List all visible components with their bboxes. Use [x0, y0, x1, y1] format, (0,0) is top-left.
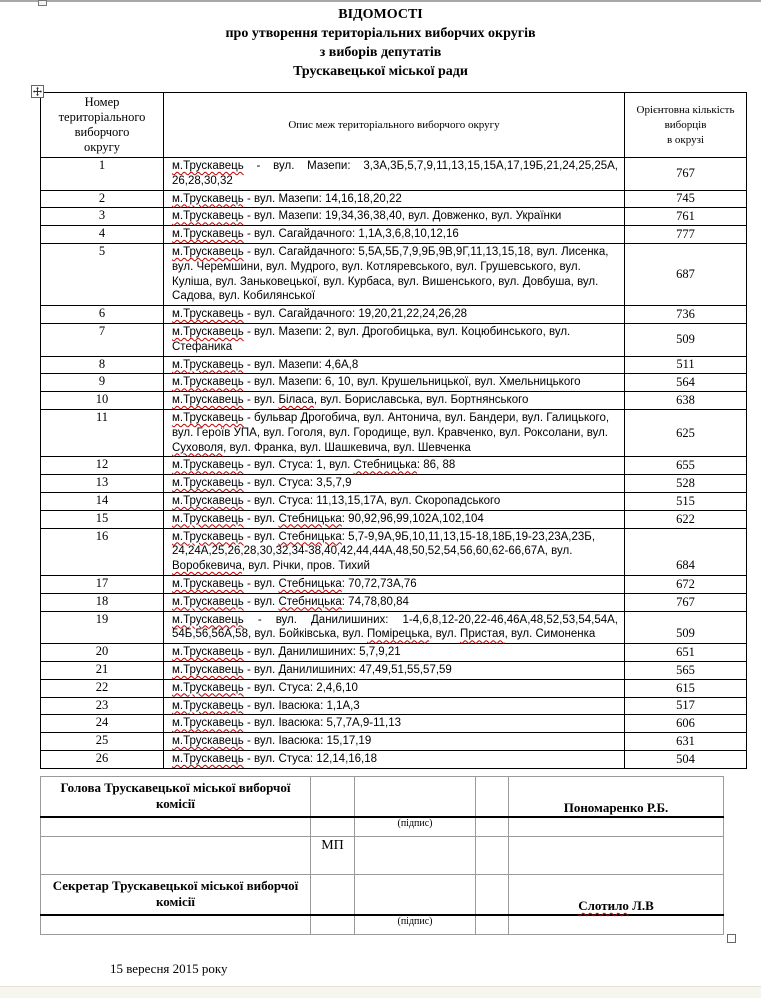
table-row: [41, 208, 747, 226]
district-boundaries-cell: м.Трускавець - вул. Біласа, вул. Бориславська, вул. Бортнянського: [164, 392, 625, 410]
title-line-3: з виборів депутатів: [319, 45, 442, 60]
window-bottom-strip: [0, 986, 761, 998]
spellcheck-underline: м.Трускавець: [172, 358, 244, 371]
voter-count-cell: 672: [625, 575, 747, 593]
chairman-title: Голова Трускавецької міської виборчої комісії: [41, 776, 311, 817]
table-row: [41, 356, 747, 374]
district-number-cell: 22: [41, 679, 164, 697]
window-top-edge: [0, 0, 761, 2]
voter-count-cell: 761: [625, 208, 747, 226]
voter-count-cell: 622: [625, 510, 747, 528]
table-resize-handle-icon[interactable]: [727, 934, 736, 943]
spellcheck-underline: м.Трускавець: [172, 308, 244, 321]
district-number-cell: 16: [41, 528, 164, 575]
voter-count-cell: 515: [625, 492, 747, 510]
district-number-cell: 24: [41, 715, 164, 733]
spellcheck-underline: м.Трускавець: [172, 681, 244, 694]
district-number-cell: 8: [41, 356, 164, 374]
spellcheck-underline: м.Трускавець: [172, 699, 244, 712]
voter-count-cell: 564: [625, 374, 747, 392]
spellcheck-underline: м.Трускавець: [172, 735, 244, 748]
district-number-cell: 3: [41, 208, 164, 226]
district-boundaries-cell: м.Трускавець - вул. Стебницька: 5,7-9,9А,9Б,10,11,13,15-18,18Б,19-23,23А,23Б, 24,24А,25,26,28,30,32,34-38,40,42,44,44А,48,50,52,54,56,60,62-66,67А, вул. Воробкевича, вул. Річки, пров. Тихий: [164, 528, 625, 575]
district-boundaries-cell: м.Трускавець - вул. Стуса: 2,4,6,10: [164, 679, 625, 697]
spellcheck-underline: Слотило: [578, 898, 629, 914]
chairman-signature-line: [355, 776, 476, 817]
table-row: [41, 679, 747, 697]
spellcheck-underline: м.Трускавець: [172, 192, 244, 205]
secretary-caption-row: [41, 915, 724, 934]
spellcheck-underline: м.Трускавець: [172, 595, 244, 608]
table-row: [41, 323, 747, 356]
district-number-cell: 25: [41, 733, 164, 751]
districts-table: [40, 92, 747, 769]
signature-table: [40, 776, 724, 935]
district-boundaries-cell: м.Трускавець - вул. Івасюка: 15,17,19: [164, 733, 625, 751]
secretary-row: [41, 874, 724, 915]
table-row: [41, 750, 747, 768]
table-row: [41, 475, 747, 493]
spellcheck-underline: м.Трускавець: [172, 577, 244, 590]
district-number-cell: 20: [41, 644, 164, 662]
spellcheck-underline: м.Трускавець: [172, 376, 244, 389]
voter-count-cell: 528: [625, 475, 747, 493]
voter-count-cell: 777: [625, 226, 747, 244]
spellcheck-underline: м.Трускавець: [172, 459, 244, 472]
spellcheck-underline: м.Трускавець: [172, 494, 244, 507]
table-row: [41, 409, 747, 456]
spellcheck-underline: м.Трускавець: [172, 245, 244, 258]
district-number-cell: 11: [41, 409, 164, 456]
voter-count-cell: 565: [625, 661, 747, 679]
spellcheck-underline: м.Трускавець: [172, 477, 244, 490]
table-row: [41, 715, 747, 733]
district-boundaries-cell: м.Трускавець - вул. Стебницька: 74,78,80,84: [164, 593, 625, 611]
district-boundaries-cell: м.Трускавець - вул. Стебницька: 90,92,96,99,102А,102,104: [164, 510, 625, 528]
table-row: [41, 593, 747, 611]
spellcheck-underline: м.Трускавець: [172, 228, 244, 241]
table-row: [41, 392, 747, 410]
district-boundaries-cell: м.Трускавець - вул. Сагайдачного: 19,20,21,22,24,26,28: [164, 306, 625, 324]
district-number-cell: 17: [41, 575, 164, 593]
voter-count-cell: 684: [625, 528, 747, 575]
table-row: [41, 611, 747, 644]
table-row: [41, 190, 747, 208]
district-boundaries-cell: м.Трускавець - вул. Івасюка: 1,1А,3: [164, 697, 625, 715]
spellcheck-underline: Стебницька: [278, 512, 342, 525]
district-boundaries-cell: м.Трускавець - вул. Мазепи: 19,34,36,38,40, вул. Довженко, вул. Українки: [164, 208, 625, 226]
voter-count-cell: 625: [625, 409, 747, 456]
district-boundaries-cell: м.Трускавець - вул. Стуса: 3,5,7,9: [164, 475, 625, 493]
district-number-cell: 21: [41, 661, 164, 679]
district-boundaries-cell: м.Трускавець - вул. Стуса: 12,14,16,18: [164, 750, 625, 768]
voter-count-cell: 631: [625, 733, 747, 751]
spellcheck-underline: м.Трускавець: [172, 394, 244, 407]
district-number-cell: 23: [41, 697, 164, 715]
district-boundaries-cell: м.Трускавець - бульвар Дрогобича, вул. Антонича, вул. Бандери, вул. Галицького, вул. Героїв УПА, вул. Гоголя, вул. Городище, вул. Кравченко, вул. Роксолани, вул. Суховоля, вул. Франка, вул. Шашкевича, вул. Шевченка: [164, 409, 625, 456]
voter-count-cell: 504: [625, 750, 747, 768]
table-row: [41, 492, 747, 510]
district-number-cell: 1: [41, 158, 164, 191]
district-boundaries-cell: м.Трускавець - вул. Мазепи: 4,6А,8: [164, 356, 625, 374]
table-row: [41, 306, 747, 324]
district-number-cell: 5: [41, 243, 164, 305]
district-number-cell: 2: [41, 190, 164, 208]
voter-count-cell: 615: [625, 679, 747, 697]
document-date: 15 вересня 2015 року: [110, 960, 228, 976]
district-boundaries-cell: м.Трускавець - вул. Мазепи: 6, 10, вул. Крушельницької, вул. Хмельницького: [164, 374, 625, 392]
table-row: [41, 733, 747, 751]
table-row: [41, 158, 747, 191]
spellcheck-underline: м.Трускавець: [172, 210, 244, 223]
district-boundaries-cell: м.Трускавець - вул. Стуса: 11,13,15,17А, вул. Скоропадського: [164, 492, 625, 510]
voter-count-cell: 517: [625, 697, 747, 715]
district-number-cell: 19: [41, 611, 164, 644]
table-row: [41, 575, 747, 593]
voter-count-cell: 509: [625, 611, 747, 644]
district-boundaries-cell: м.Трускавець - вул. Мазепи: 2, вул. Дрогобицька, вул. Коцюбинського, вул. Стефаника: [164, 323, 625, 356]
table-row: [41, 243, 747, 305]
district-boundaries-cell: м.Трускавець - вул. Стуса: 1, вул. Стебницька: 86, 88: [164, 457, 625, 475]
table-row: [41, 457, 747, 475]
voter-count-cell: 655: [625, 457, 747, 475]
district-number-cell: 18: [41, 593, 164, 611]
district-number-cell: 13: [41, 475, 164, 493]
spellcheck-underline: м.Трускавець: [172, 717, 244, 730]
chairman-name: Пономаренко Р.Б.: [509, 776, 724, 817]
spellcheck-underline: Стебницька: [278, 577, 342, 590]
voter-count-cell: 511: [625, 356, 747, 374]
header-district-number: Номер територіального виборчого округу: [41, 93, 164, 158]
spellcheck-underline: м.Трускавець: [172, 613, 244, 626]
table-row: [41, 644, 747, 662]
voter-count-cell: 745: [625, 190, 747, 208]
document-title: [0, 0, 761, 81]
table-row: [41, 226, 747, 244]
signature-block: [40, 776, 723, 935]
seal-placeholder: МП: [311, 836, 355, 874]
spellcheck-underline: м.Трускавець: [172, 530, 244, 543]
district-boundaries-cell: м.Трускавець - вул. Сагайдачного: 5,5А,5Б,7,9,9Б,9В,9Г,11,13,15,18, вул. Лисенка, вул. Черемшини, вул. Мудрого, вул. Котляревського, вул. Грушевського, вул. Куліша, вул. Заньковецької, вул. Курбаса, вул. Вишенського, вул. Довбуша, вул. Садова, вул. Кобилянської: [164, 243, 625, 305]
spellcheck-underline: Стебницька: [278, 595, 342, 608]
spellcheck-underline: Воробкевича: [172, 560, 242, 573]
seal-row: [41, 836, 724, 874]
spellcheck-underline: Суховоля: [172, 441, 224, 454]
top-edge-handle: [38, 0, 47, 6]
spellcheck-underline: Стебницька: [353, 459, 417, 472]
spellcheck-underline: м.Трускавець: [172, 646, 244, 659]
district-number-cell: 15: [41, 510, 164, 528]
chairman-row: [41, 776, 724, 817]
table-row: [41, 697, 747, 715]
district-boundaries-cell: м.Трускавець - вул. Стебницька: 70,72,73А,76: [164, 575, 625, 593]
district-boundaries-cell: м.Трускавець - вул. Сагайдачного: 1,1А,3,6,8,10,12,16: [164, 226, 625, 244]
spellcheck-underline: м.Трускавець: [172, 411, 244, 424]
district-number-cell: 7: [41, 323, 164, 356]
voter-count-cell: 651: [625, 644, 747, 662]
spellcheck-underline: Стебницька: [278, 530, 342, 543]
district-number-cell: 10: [41, 392, 164, 410]
secretary-signature-line: [355, 874, 476, 915]
signature-caption: (підпис): [355, 915, 476, 934]
district-number-cell: 9: [41, 374, 164, 392]
district-boundaries-cell: м.Трускавець - вул. Данилишиних: 1-4,6,8,12-20,22-46,46А,48,52,53,54,54А, 54Б,56,56А,58, вул. Бойківська, вул. Помірецька, вул. Пристая, вул. Симоненка: [164, 611, 625, 644]
spellcheck-underline: Біласа: [278, 394, 314, 407]
spellcheck-underline: Пристая: [460, 628, 505, 641]
table-move-handle-icon[interactable]: [31, 85, 44, 98]
district-boundaries-cell: м.Трускавець - вул. Данилишиних: 5,7,9,21: [164, 644, 625, 662]
header-voter-count: Орієнтовна кількість виборців в окрузі: [625, 93, 747, 158]
header-row: [41, 93, 747, 158]
header-boundaries: Опис меж територіального виборчого округу: [164, 93, 625, 158]
secretary-name: Слотило Л.В: [509, 874, 724, 915]
voter-count-cell: 606: [625, 715, 747, 733]
table-row: [41, 528, 747, 575]
district-boundaries-cell: м.Трускавець - вул. Данилишиних: 47,49,51,55,57,59: [164, 661, 625, 679]
voter-count-cell: 736: [625, 306, 747, 324]
secretary-title: Секретар Трускавецької міської виборчої комісії: [41, 874, 311, 915]
district-number-cell: 12: [41, 457, 164, 475]
spellcheck-underline: м.Трускавець: [172, 752, 244, 765]
spellcheck-underline: м.Трускавець: [172, 160, 244, 172]
signature-caption: (підпис): [355, 817, 476, 836]
title-line-2: про утворення територіальних виборчих округів: [225, 26, 536, 41]
district-number-cell: 26: [41, 750, 164, 768]
voter-count-cell: 767: [625, 593, 747, 611]
title-line-4: Трускавецької міської ради: [293, 64, 468, 79]
chairman-caption-row: [41, 817, 724, 836]
table-row: [41, 510, 747, 528]
spellcheck-underline: м.Трускавець: [172, 325, 244, 338]
voter-count-cell: 687: [625, 243, 747, 305]
table-row: [41, 374, 747, 392]
voter-count-cell: 509: [625, 323, 747, 356]
district-table-body: [41, 158, 747, 769]
spellcheck-underline: м.Трускавець: [172, 512, 244, 525]
district-number-cell: 14: [41, 492, 164, 510]
district-boundaries-cell: м.Трускавець - вул. Мазепи: 14,16,18,20,22: [164, 190, 625, 208]
district-boundaries-cell: м.Трускавець - вул. Івасюка: 5,7,7А,9-11,13: [164, 715, 625, 733]
voter-count-cell: 767: [625, 158, 747, 191]
voter-count-cell: 638: [625, 392, 747, 410]
table-row: [41, 661, 747, 679]
title-line-1: ВІДОМОСТІ: [338, 7, 423, 22]
district-number-cell: 6: [41, 306, 164, 324]
districts-table-container: [40, 92, 746, 769]
spellcheck-underline: м.Трускавець: [172, 663, 244, 676]
spellcheck-underline: Помірецька: [367, 628, 430, 641]
district-boundaries-cell: м.Трускавець - вул. Мазепи: 3,3А,3Б,5,7,9,11,13,15,15А,17,19Б,21,24,25,25А, 26,28,30,32: [164, 158, 625, 191]
district-number-cell: 4: [41, 226, 164, 244]
